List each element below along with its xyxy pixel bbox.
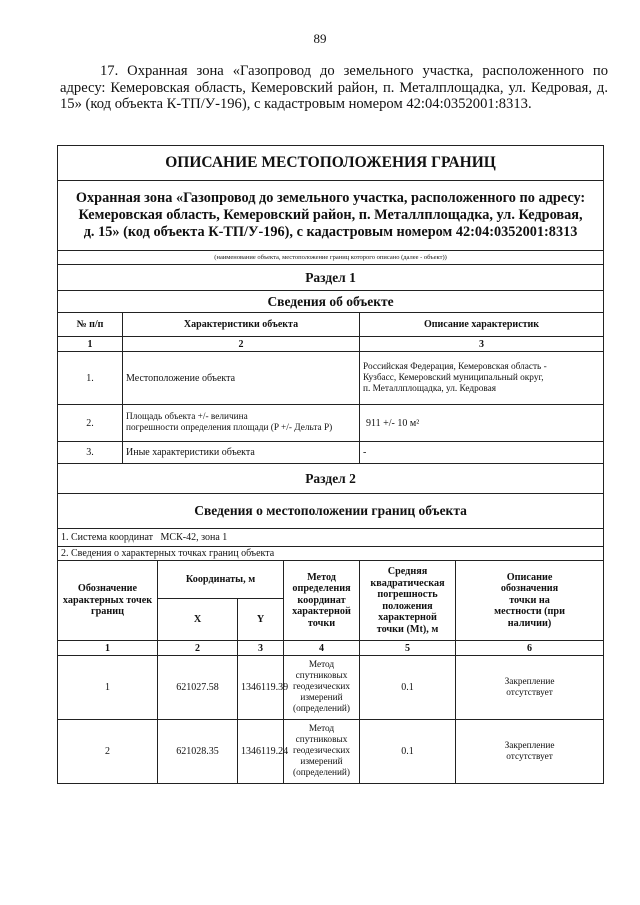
point-id: 2 [58,720,158,784]
value-line: Кузбасс, Кемеровский муниципальный округ, [363,372,544,383]
object-name-line: д. 15» (код объекта К-ТП/У-196), с кадастровым номером 42:04:0352001:8313 [83,224,578,240]
header-point-description: Описание обозначения точки на местности (при наличии) [456,561,604,641]
header-coordinates: Координаты, м [158,561,284,599]
page-number: 89 [313,31,327,46]
table-row [58,352,604,405]
name-line: погрешности определения площади (P +/- Дельта P) [126,423,333,433]
section1-subtitle: Сведения об объекте [58,291,604,313]
object-name [58,181,604,251]
object-name-line: Охранная зона «Газопровод до земельного участка, расположенного по адресу: [75,190,586,206]
row-value: 911 +/- 10 м² [360,405,604,442]
header-error: Средняя квадратическая погрешность положения характерной точки (Mt), м [360,561,456,641]
row-name: Местоположение объекта [123,352,360,405]
point-y: 1346119.39 [238,656,284,720]
col-number: 2 [158,641,238,656]
intro-paragraph: 17. Охранная зона «Газопровод до земельного участка, расположенного по адресу: Кемеровская область, Кемеровский район, п. Металплощадка, ул. Кедровая, д. 15» (код объекта К-ТП/У-196), с кадастровым номером 42:04:0352001:8313. [60,63,608,112]
boundary-description-table [57,145,604,784]
point-description: Закрепление отсутствует [456,656,604,720]
row-num: 1. [58,352,123,405]
section2-title: Раздел 2 [58,464,604,494]
point-error: 0.1 [360,720,456,784]
row-value: - [360,442,604,464]
point-id: 1 [58,656,158,720]
point-error: 0.1 [360,656,456,720]
value-line: Российская Федерация, Кемеровская область - [363,361,547,372]
row-name: Иные характеристики объекта [123,442,360,464]
col-number: 2 [123,337,360,352]
header-x: X [158,599,238,641]
col-number: 3 [360,337,604,352]
row-name [123,405,360,442]
row-num: 3. [58,442,123,464]
col-number: 1 [58,337,123,352]
doc-title: ОПИСАНИЕ МЕСТОПОЛОЖЕНИЯ ГРАНИЦ [58,146,604,181]
col-number: 6 [456,641,604,656]
value-line: п. Металлплощадка, ул. Кедровая [363,383,497,394]
header-method: Метод определения координат характерной точки [284,561,360,641]
col-number: 1 [58,641,158,656]
section1-title: Раздел 1 [58,265,604,291]
object-caption: (наименование объекта, местоположение границ которого описано (далее - объект)) [58,251,604,265]
table-row [58,442,604,464]
header-characteristics: Характеристики объекта [123,313,360,337]
point-x: 621027.58 [158,656,238,720]
point-y: 1346119.24 [238,720,284,784]
point-x: 621028.35 [158,720,238,784]
table-row [58,656,604,720]
row-value [360,352,604,405]
section2-subtitle: Сведения о местоположении границ объекта [58,494,604,529]
header-num: № п/п [58,313,123,337]
header-description: Описание характеристик [360,313,604,337]
col-number: 5 [360,641,456,656]
table-row [58,405,604,442]
row-num: 2. [58,405,123,442]
point-description: Закрепление отсутствует [456,720,604,784]
name-line: Площадь объекта +/- величина [126,412,248,422]
object-name-line: Кемеровская область, Кемеровский район, п. Металлплощадка, ул. Кедровая, [78,207,583,223]
point-method: Метод спутниковых геодезических измерений (определений) [284,656,360,720]
col-number: 3 [238,641,284,656]
header-y: Y [238,599,284,641]
points-caption: 2. Сведения о характерных точках границ объекта [58,547,604,561]
point-method: Метод спутниковых геодезических измерений (определений) [284,720,360,784]
header-designation: Обозначение характерных точек границ [58,561,158,641]
coord-system: 1. Система координат МСК-42, зона 1 [58,529,604,547]
table-row [58,720,604,784]
col-number: 4 [284,641,360,656]
